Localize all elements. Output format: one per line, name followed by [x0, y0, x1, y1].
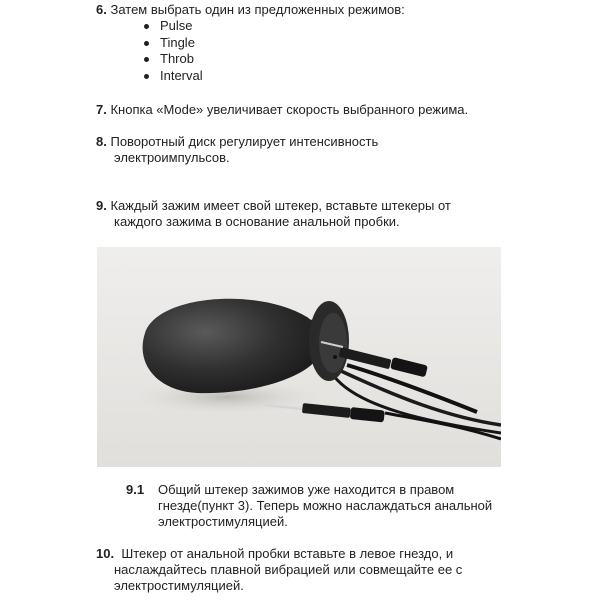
step-10-line-1: Штекер от анальной пробки вставьте в левое гнездо, и	[121, 546, 454, 561]
step-9	[96, 198, 536, 230]
product-photo	[97, 247, 501, 467]
step-10-line-2: наслаждайтесь плавной вибрацией или совмещайте ее с	[114, 562, 463, 577]
mode-list	[144, 18, 203, 84]
plug-socket	[333, 355, 337, 359]
step-7-number: 7.	[96, 102, 107, 117]
step-8-line-1: Поворотный диск регулирует интенсивность	[110, 134, 379, 149]
step-9-number: 9.	[96, 198, 107, 213]
mode-item-interval: Interval	[144, 68, 203, 85]
step-9-line-2: каждого зажима в основание анальной пробки.	[114, 214, 400, 229]
step-8	[96, 134, 536, 166]
step-9-1-line-2: гнезде(пункт 3). Теперь можно наслаждаться анальной	[158, 498, 493, 513]
step-10	[96, 546, 556, 594]
step-8-line-2: электроимпульсов.	[114, 150, 230, 165]
step-10-number: 10.	[96, 546, 115, 561]
step-9-1-line-1: Общий штекер зажимов уже находится в правом	[158, 482, 455, 497]
step-9-1-number: 9.1	[126, 482, 145, 497]
mode-item-tingle: Tingle	[144, 35, 203, 52]
step-9-1-line-3: электростимуляцией.	[158, 514, 288, 529]
step-9-line-1: Каждый зажим имеет свой штекер, вставьте штекеры от	[110, 198, 451, 213]
step-6-number: 6.	[96, 2, 107, 17]
step-7-text: Кнопка «Mode» увеличивает скорость выбранного режима.	[110, 102, 469, 117]
step-6	[96, 2, 536, 18]
mode-item-pulse: Pulse	[144, 18, 203, 35]
step-6-text: Затем выбрать один из предложенных режимов:	[110, 2, 405, 17]
step-10-line-3: электростимуляцией.	[114, 578, 244, 593]
step-7	[96, 102, 536, 118]
step-9-1	[126, 482, 526, 530]
mode-item-throb: Throb	[144, 51, 203, 68]
anal-plug-illustration	[97, 247, 501, 467]
step-8-number: 8.	[96, 134, 107, 149]
